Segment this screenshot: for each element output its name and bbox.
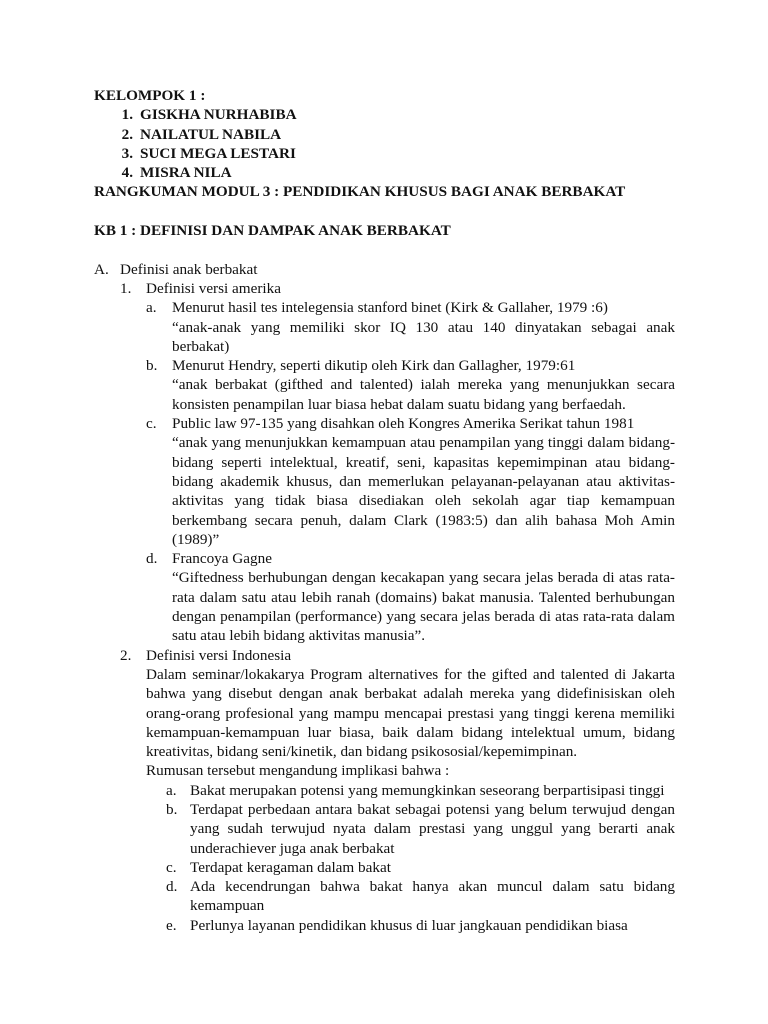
definition-item <box>146 549 675 645</box>
member-item <box>94 144 675 163</box>
item-quote: “anak berbakat (gifthed and talented) ialah mereka yang menunjukkan secara konsisten penampilan luar biasa hebat dalam suatu bidang yang berfaedah. <box>172 376 675 413</box>
item-marker: b. <box>146 357 158 375</box>
subsection-heading <box>120 646 675 665</box>
item-marker: e. <box>166 916 177 934</box>
item-quote: “anak yang menunjukkan kemampuan atau penampilan yang tinggi dalam bidang-bidang seperti intelektual, kreatif, seni, kapasitas kepemimpinan atau bidang-bidang akademik khusus, dan memerlukan pelayanan-pelayanan atau aktivitas-aktivitas yang tidak biasa disediakan oleh sekolah agar tiap kemampuan berkembang secara penuh, dalam Clark (1983:5) dan alih bahasa Moh Amin (1989)” <box>172 434 675 548</box>
kb-title: KB 1 : DEFINISI DAN DAMPAK ANAK BERBAKAT <box>94 222 451 240</box>
definition-item <box>146 356 675 414</box>
item-text: Terdapat perbedaan antara bakat sebagai potensi yang belum terwujud dengan yang sudah terwujud nyata dalam prestasi yang unggul yang berarti anak underachiever juga anak berbakat <box>190 800 675 857</box>
indonesia-paragraph: Dalam seminar/lokakarya Program alternatives for the gifted and talented di Jakarta bahwa yang disebut dengan anak berbakat adalah mereka yang didefinisiskan oleh orang-orang profesional yang mampu mencapai prestasi yang tinggi kerena memiliki kemampuan-kemampuan luar biasa, baik dalam bidang intelektual umum, bidang kreativitas, bidang seni/kinetik, dan bidang psikososial/kepemimpinan. <box>146 665 675 761</box>
implication-item <box>166 781 675 800</box>
item-marker: d. <box>146 550 158 568</box>
definition-item <box>146 414 675 549</box>
item-marker: c. <box>166 858 177 876</box>
subsection-heading <box>120 279 675 298</box>
member-name: SUCI MEGA LESTARI <box>140 144 296 162</box>
implication-item <box>166 858 675 877</box>
section-a-heading <box>94 260 675 279</box>
document-body <box>94 86 675 935</box>
item-title: Francoya Gagne <box>172 550 272 568</box>
member-number: 1. <box>121 106 133 124</box>
subsection-1 <box>120 279 675 935</box>
member-item <box>94 125 675 144</box>
item-title: Menurut hasil tes intelegensia stanford binet (Kirk & Gallaher, 1979 :6) <box>172 299 608 317</box>
subsection-marker: 1. <box>120 279 132 297</box>
item-quote: “anak-anak yang memiliki skor IQ 130 atau 140 dinyatakan sebagai anak berbakat) <box>172 318 675 355</box>
member-name: GISKHA NURHABIBA <box>140 106 297 124</box>
implication-lead: Rumusan tersebut mengandung implikasi bahwa : <box>146 762 450 780</box>
subsection-marker: 2. <box>120 646 132 664</box>
item-quote: “Giftedness berhubungan dengan kecakapan yang secara jelas berada di atas rata-rata dalam satu atau lebih ranah (domains) bakat manusia. Talented berhubungan dengan penampilan (performance) yang secara jelas berada di atas rata-rata dalam satu atau lebih bidang aktivitas manusia”. <box>172 569 675 645</box>
member-item <box>94 163 675 182</box>
item-text: Bakat merupakan potensi yang memungkinkan seseorang berpartisipasi tinggi <box>190 781 665 799</box>
section-marker: A. <box>94 260 109 278</box>
item-marker: b. <box>166 800 178 818</box>
item-marker: a. <box>146 299 157 317</box>
member-list <box>94 105 675 182</box>
definition-item <box>146 298 675 356</box>
member-name: MISRA NILA <box>140 164 232 182</box>
member-name: NAILATUL NABILA <box>140 125 282 143</box>
summary-title: RANGKUMAN MODUL 3 : PENDIDIKAN KHUSUS BAGI ANAK BERBAKAT <box>94 183 626 201</box>
member-number: 3. <box>121 144 133 162</box>
section-title: Definisi anak berbakat <box>120 260 258 278</box>
item-title: Public law 97-135 yang disahkan oleh Kongres Amerika Serikat tahun 1981 <box>172 415 635 433</box>
implication-item <box>166 916 675 935</box>
member-number: 4. <box>121 164 133 182</box>
member-item <box>94 105 675 124</box>
subsection-title: Definisi versi amerika <box>146 279 281 297</box>
subsection-title: Definisi versi Indonesia <box>146 646 292 664</box>
item-title: Menurut Hendry, seperti dikutip oleh Kirk dan Gallagher, 1979:61 <box>172 357 576 375</box>
item-marker: c. <box>146 415 157 433</box>
item-text: Ada kecendrungan bahwa bakat hanya akan muncul dalam satu bidang kemampuan <box>190 878 675 915</box>
item-text: Terdapat keragaman dalam bakat <box>190 858 391 876</box>
item-marker: a. <box>166 781 177 799</box>
item-text: Perlunya layanan pendidikan khusus di luar jangkauan pendidikan biasa <box>190 916 628 934</box>
item-marker: d. <box>166 878 178 896</box>
member-number: 2. <box>121 125 133 143</box>
implication-item <box>166 800 675 858</box>
group-title: KELOMPOK 1 : <box>94 87 206 104</box>
implication-item <box>166 877 675 916</box>
